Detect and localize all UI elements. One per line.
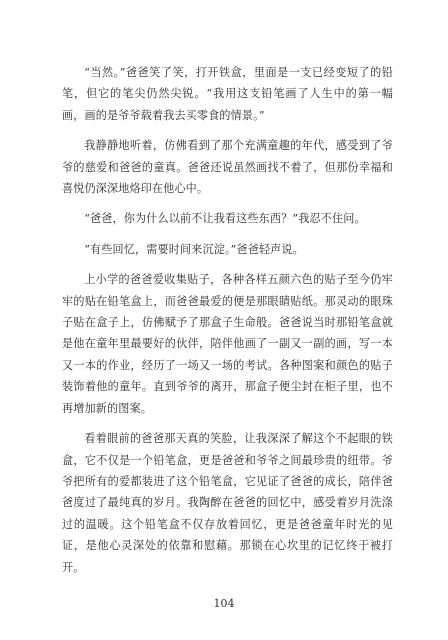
paragraph-4: “有些回忆，需要时间来沉淀。”爸爸轻声说。 bbox=[84, 242, 304, 256]
paragraph-2: 我静静地听着，仿佛看到了那个充满童趣的年代，感受到了爷爷的慈爱和爸爸的童真。爸爸还说虽然画找不着了，但那份幸福和喜悦仍深深地烙印在他心中。 bbox=[62, 139, 393, 196]
paragraph-3: “爸爸，你为什么以前不让我看这些东西？”我忍不住问。 bbox=[84, 212, 366, 226]
paragraph-6: 看着眼前的爸爸那天真的笑脸，让我深深了解这个不起眼的铁盒，它不仅是一个铅笔盒，更是爸爸和爷爷之间最珍贵的纽带。爷爷把所有的爱都装进了这个铅笔盒，它见证了爸爸的成长，陪伴爸爸度过了最纯真的岁月。我陶醉在爸爸的回忆中，感受着岁月洗涤过的温暖。这个铅笔盒不仅存放着回忆，更是爸爸童年时光的见证，是他心灵深处的依靠和慰藉。那锁在心坎里的记忆终于被打开。 bbox=[62, 432, 393, 574]
paragraph-5: 上小学的爸爸爱收集贴子，各种各样五颜六色的贴子至今仍牢牢的贴在铅笔盒上，而爸爸最爱的便是那眼睛贴纸。那灵动的眼珠子贴在盒子上，仿佛赋予了那盒子生命般。爸爸说当时那铅笔盒就是他在童年里最要好的伙伴，陪伴他画了一副又一副的画，写一本又一本的作业，经历了一场又一场的考试。各种图案和颜色的贴子装饰着他的童年。直到爷爷的离开，那盒子便尘封在柜子里，也不再增加新的图案。 bbox=[62, 273, 393, 415]
paragraph-1: “当然。”爸爸笑了笑，打开铁盒，里面是一支已经变短了的铅笔，但它的笔尖仍然尖锐。“我用这支铅笔画了人生中的第一幅画，画的是爷爷载着我去买零食的情景。” bbox=[62, 66, 393, 122]
page-number: 104 bbox=[213, 597, 235, 610]
